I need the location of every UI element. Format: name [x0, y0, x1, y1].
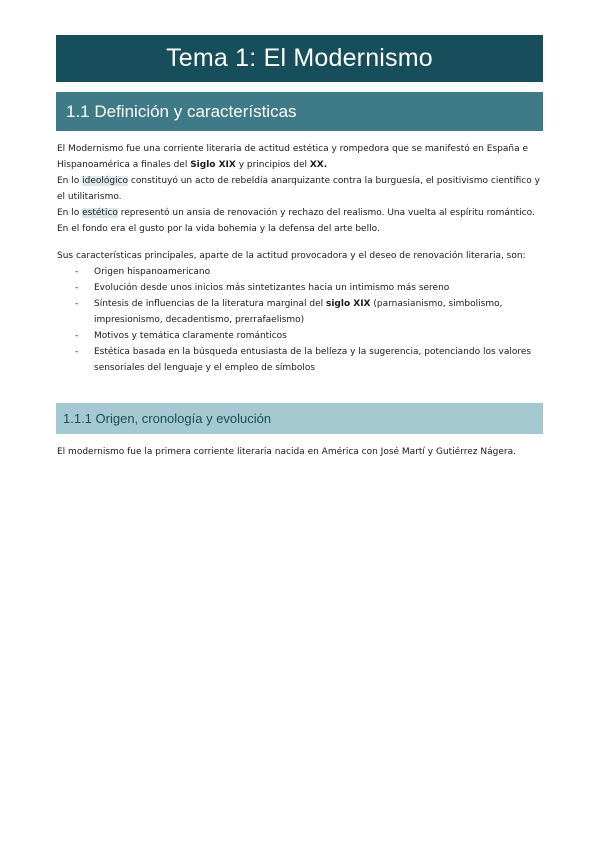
- bold-text: siglo XIX: [325, 299, 371, 309]
- list-item-text: Síntesis de influencias de la literatura marginal del: [94, 299, 326, 309]
- section-heading: 1.1 Definición y características: [66, 101, 297, 121]
- text-run: En lo: [57, 208, 83, 218]
- list-item-text: Motivos y temática claramente románticos: [94, 331, 287, 341]
- dash-bullet: -: [75, 347, 79, 357]
- list-item: [75, 328, 545, 344]
- section-body: [57, 141, 547, 237]
- highlighted-term: ideológico: [82, 176, 129, 186]
- subsection-paragraph: El modernismo fue la primera corriente literaria nacida en América con José Martí y Gutiérrez Nágera.: [57, 447, 516, 457]
- bold-text: Siglo XIX: [190, 160, 236, 170]
- paragraph-ideological: [57, 173, 547, 205]
- subsection-heading: 1.1.1 Origen, cronología y evolución: [63, 411, 272, 426]
- list-item: [75, 264, 545, 280]
- highlighted-term: estético: [82, 208, 118, 218]
- list-item: [75, 344, 545, 376]
- title-banner: [56, 35, 543, 82]
- dash-bullet: -: [75, 283, 79, 293]
- subsection-banner: [56, 403, 543, 434]
- page-title: Tema 1: El Modernismo: [166, 44, 433, 72]
- paragraph-definition: [57, 141, 547, 173]
- dash-bullet: -: [75, 299, 79, 309]
- list-item-text: Estética basada en la búsqueda entusiasta de la belleza y la sugerencia, potenciando los valores sensoriales del lenguaje y el empleo de símbolos: [94, 347, 532, 373]
- characteristics-list: [75, 264, 545, 376]
- text-run: representó un ansia de renovación y rechazo del realismo. Una vuelta al espíritu romántico.: [117, 208, 535, 218]
- paragraph-bohemian: En el fondo era el gusto por la vida bohemia y la defensa del arte bello.: [57, 224, 380, 234]
- bold-text: XX.: [309, 160, 328, 170]
- list-item: [75, 296, 545, 328]
- section-banner: [56, 92, 543, 131]
- list-item-text: (parnasianismo, simbolismo, impresionismo, decadentismo, prerrafaelismo): [94, 299, 503, 325]
- list-item-text: Evolución desde unos inicios más sintetizantes hacia un intimismo más sereno: [94, 283, 450, 293]
- list-item: [75, 280, 545, 296]
- characteristics-intro: Sus características principales, aparte de la actitud provocadora y el deseo de renovación literaria, son:: [57, 251, 526, 261]
- list-item-text: Origen hispanoamericano: [94, 267, 211, 277]
- text-run: En lo: [57, 176, 83, 186]
- paragraph-aesthetic: [57, 205, 547, 221]
- text-run: El Modernismo fue una corriente literaria de actitud estética y rompedora que se manifestó en España e Hispanoamérica a finales del: [57, 144, 528, 170]
- text-run: constituyó un acto de rebeldía anarquizante contra la burguesía, el positivismo científico y el utilitarismo.: [57, 176, 540, 202]
- dash-bullet: -: [75, 331, 79, 341]
- text-run: y principios del: [235, 160, 310, 170]
- dash-bullet: -: [75, 267, 79, 277]
